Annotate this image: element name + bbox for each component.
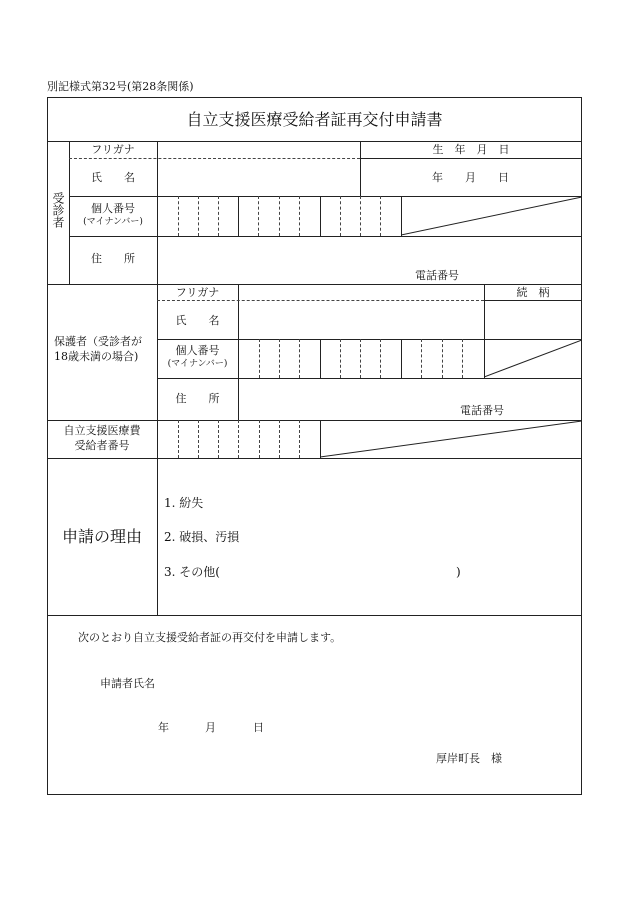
digit-divider xyxy=(218,420,219,458)
digit-divider xyxy=(259,420,260,458)
digit-divider xyxy=(340,196,341,236)
group-divider xyxy=(320,339,321,378)
guardian-blank-slash xyxy=(484,339,582,378)
guardian-mynumber-label: 個人番号 xyxy=(175,344,220,357)
digit-divider xyxy=(442,339,443,378)
divider xyxy=(157,420,158,458)
digit-divider xyxy=(198,196,199,236)
divider xyxy=(157,141,158,284)
divider xyxy=(47,284,582,285)
addressee: 厚岸町長 様 xyxy=(436,752,502,765)
divider xyxy=(47,141,582,142)
digit-divider xyxy=(462,339,463,378)
digit-divider xyxy=(258,196,259,236)
reason-option-other[interactable]: 3. その他( xyxy=(164,565,220,579)
digit-divider xyxy=(360,196,361,236)
recipient-label: 自立支援医療費 xyxy=(63,424,141,437)
digit-divider xyxy=(421,339,422,378)
divider xyxy=(157,300,484,301)
digit-divider xyxy=(178,196,179,236)
digit-divider xyxy=(380,339,381,378)
guardian-furigana-label: フリガナ xyxy=(175,286,220,299)
patient-blank-slash xyxy=(401,196,582,236)
digit-divider xyxy=(299,196,300,236)
patient-phone-label: 電話番号 xyxy=(415,269,459,282)
guardian-mynumber-sub: (マイナンバー) xyxy=(167,359,228,369)
reason-other-close-paren: ) xyxy=(456,565,461,579)
divider xyxy=(238,284,239,420)
guardian-section-sublabel: 18歳未満の場合) xyxy=(54,350,139,363)
divider xyxy=(69,236,582,237)
guardian-relation-label: 続 柄 xyxy=(516,286,550,299)
group-divider xyxy=(238,196,239,236)
digit-divider xyxy=(218,196,219,236)
date-day-label: 日 xyxy=(253,721,264,734)
divider xyxy=(47,615,582,616)
digit-divider xyxy=(380,196,381,236)
form-title: 自立支援医療受給者証再交付申請書 xyxy=(186,110,443,129)
digit-divider xyxy=(259,339,260,378)
digit-divider xyxy=(360,339,361,378)
patient-birth-value: 年 月 日 xyxy=(432,171,509,184)
patient-furigana-label: フリガナ xyxy=(91,143,135,156)
reason-option-damaged[interactable]: 2. 破損、汚損 xyxy=(164,530,240,544)
digit-divider xyxy=(178,420,179,458)
recipient-blank-slash xyxy=(320,420,582,458)
digit-divider xyxy=(198,420,199,458)
divider xyxy=(69,158,360,159)
digit-divider xyxy=(299,339,300,378)
digit-divider xyxy=(279,339,280,378)
divider xyxy=(484,300,582,301)
patient-section-label: 受診者 xyxy=(51,192,65,228)
application-statement: 次のとおり自立支援受給者証の再交付を申請します。 xyxy=(78,631,342,644)
digit-divider xyxy=(238,420,239,458)
guardian-phone-label: 電話番号 xyxy=(460,404,504,417)
recipient-sublabel: 受給者番号 xyxy=(74,439,130,452)
form-number: 別記様式第32号(第28条関係) xyxy=(47,80,194,93)
digit-divider xyxy=(279,196,280,236)
divider xyxy=(360,158,582,159)
date-month-label: 月 xyxy=(205,721,216,734)
divider xyxy=(157,378,582,379)
patient-address-label: 住 所 xyxy=(91,252,135,265)
group-divider xyxy=(401,339,402,378)
reason-option-lost[interactable]: 1. 紛失 xyxy=(164,496,204,510)
guardian-name-label: 氏 名 xyxy=(175,314,220,327)
patient-name-label: 氏 名 xyxy=(91,171,135,184)
divider xyxy=(157,458,158,615)
guardian-section-label: 保護者（受診者が xyxy=(54,335,142,348)
patient-mynumber-label: 個人番号 xyxy=(91,202,135,215)
guardian-address-label: 住 所 xyxy=(175,392,220,405)
digit-divider xyxy=(340,339,341,378)
digit-divider xyxy=(279,420,280,458)
patient-birth-label: 生 年 月 日 xyxy=(432,143,510,156)
group-divider xyxy=(320,196,321,236)
digit-divider xyxy=(299,420,300,458)
divider xyxy=(47,458,582,459)
patient-mynumber-sub: (マイナンバー) xyxy=(83,217,143,227)
date-year-label: 年 xyxy=(158,721,169,734)
reason-label: 申請の理由 xyxy=(61,527,142,546)
applicant-name-label[interactable]: 申請者氏名 xyxy=(100,677,155,690)
